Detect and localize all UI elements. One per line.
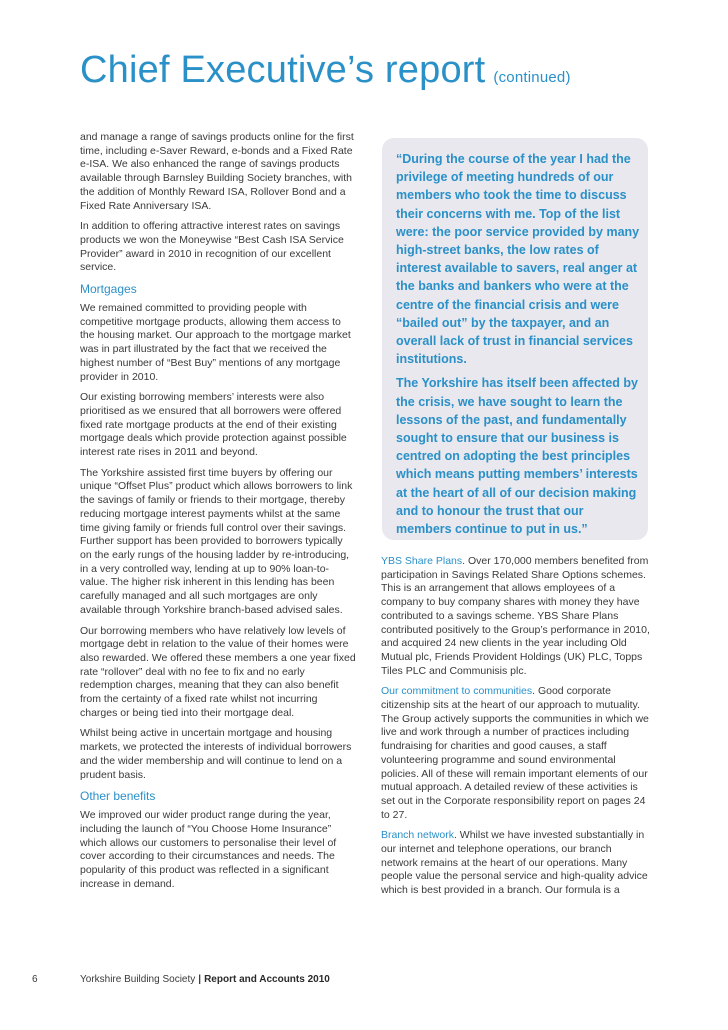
quote-paragraph-1: “During the course of the year I had the privilege of meeting hundreds of our members who took the time to discuss their concerns with me. Top of the list were: the poor service provided by many high-street banks, the low rates of interest available to savers, real anger at the banks and bankers who were at the centre of the financial crisis and were “bailed out” by the taxpayer, and an overall lack of trust in financial services institutions. [396, 152, 640, 367]
quote-callout [396, 150, 640, 544]
title-text: Chief Executive’s report [80, 49, 486, 91]
communities-lead: Our commitment to communities [381, 685, 533, 698]
other-benefits-heading: Other benefits [80, 789, 156, 804]
footer [80, 974, 330, 985]
paragraph-savings-products: and manage a range of savings products online for the first time, including e-Saver Reward, e-bonds and a Fixed Rate e-ISA. We also enhanced the range of savings products available through Barnsley Building Society branches, with the addition of Monthly Reward ISA, Rollover Bond and a Fixed Rate Anniversary ISA. [80, 131, 354, 212]
paragraph-branch-network [381, 829, 651, 898]
quote-paragraph-2: The Yorkshire has itself been affected by the crisis, we have sought to learn the lessons of the past, and fundamentally sought to ensure that our business is centred on adopting the best principles which means putting members’ interests at the heart of all of our decision making and to honour the trust that our members continue to put in us.” [396, 376, 638, 537]
paragraph-existing-borrowers: Our existing borrowing members’ interests were also prioritised as we ensured that all borrowers were offered fixed rate mortgage products at the end of their existing mortgage deals which provide protection against possible interest rate rises in 2011 and beyond. [80, 391, 347, 459]
footer-doc-title: Report and Accounts 2010 [204, 974, 330, 985]
page-title [80, 50, 700, 92]
left-column [80, 131, 356, 898]
footer-separator: | [198, 974, 202, 985]
paragraph-moneywise-award: In addition to offering attractive interest rates on savings products we won the Moneywise “Best Cash ISA Service Provider” award in 2010 in recognition of our excellent service. [80, 220, 344, 274]
paragraph-low-debt-members: Our borrowing members who have relatively low levels of mortgage debt in relation to the value of their homes were also rewarded. We offered these members a one year fixed rate “rollover” deal with no fee to fix and no early redemption charges, meaning that they can also benefit from the certainty of a fixed rate whilst not incurring charges or being tied into their mortgage deal. [80, 624, 356, 719]
branch-network-lead: Branch network [381, 829, 454, 842]
communities-text: . Good corporate citizenship sits at the heart of our approach to mutuality. The Group actively supports the communities in which we live and work through a number of practices including fundraising for charities and good causes, a staff volunteering programme and sound environmental policies. All of these will remain important elements of our mutual approach. A detailed review of these activities is set out in the Corporate responsibility report on pages 24 to 27. [381, 685, 649, 821]
title-continued: (continued) [493, 69, 571, 86]
right-column [381, 555, 651, 905]
paragraph-prudent-lending: Whilst being active in uncertain mortgage and housing markets, we protected the interests of individual borrowers and the wider membership and will continue to lend on a prudent basis. [80, 727, 352, 781]
branch-network-text: . Whilst we have invested substantially in our internet and telephone operations, our branch network remains at the heart of our operations. Many people value the personal service and high-quality advice which is best provided in a branch. Our formula is a [381, 829, 648, 897]
paragraph-mortgage-commitment: We remained committed to providing people with competitive mortgage products, allowing them access to the housing market. Our approach to the mortgage market was in part illustrated by the fact that we received the highest number of “Best Buy” mentions of any mortgage provider in 2010. [80, 302, 351, 383]
page-number: 6 [32, 974, 38, 985]
footer-org: Yorkshire Building Society [80, 974, 196, 985]
mortgages-heading: Mortgages [80, 282, 137, 297]
share-plans-lead: YBS Share Plans [381, 555, 463, 567]
paragraph-communities [381, 685, 651, 822]
paragraph-share-plans [381, 555, 651, 678]
paragraph-product-range: We improved our wider product range during the year, including the launch of “You Choose Home Insurance” which allows our customers to personalise their level of cover according to their circumstances and needs. The popularity of this product was reflected in a significant increase in demand. [80, 809, 337, 890]
paragraph-first-time-buyers: The Yorkshire assisted first time buyers by offering our unique “Offset Plus” product which allows borrowers to link the savings of family or friends to their mortgage, thereby reducing mortgage interest payments whilst at the same time giving family or friends full control over their savings. Further support has been provided to borrowers typically on the early rungs of the housing ladder by re-introducing, in a very controlled way, lending at up to 90% loan-to-value. The higher risk inherent in this lending has been carefully managed and all such mortgages are only available through Yorkshire branch-based advised sales. [80, 466, 353, 616]
share-plans-text: . Over 170,000 members benefited from participation in Savings Related Share Options schemes. This is an arrangement that allows employees of a company to buy company shares with money they have contributed to a savings scheme. YBS Share Plans contributed positively to the Group’s performance in 2010, and acquired 24 new clients in the year including Old Mutual plc, Friends Provident Holdings (UK) PLC, Topps Tiles PLC and Communisis plc. [381, 555, 650, 677]
